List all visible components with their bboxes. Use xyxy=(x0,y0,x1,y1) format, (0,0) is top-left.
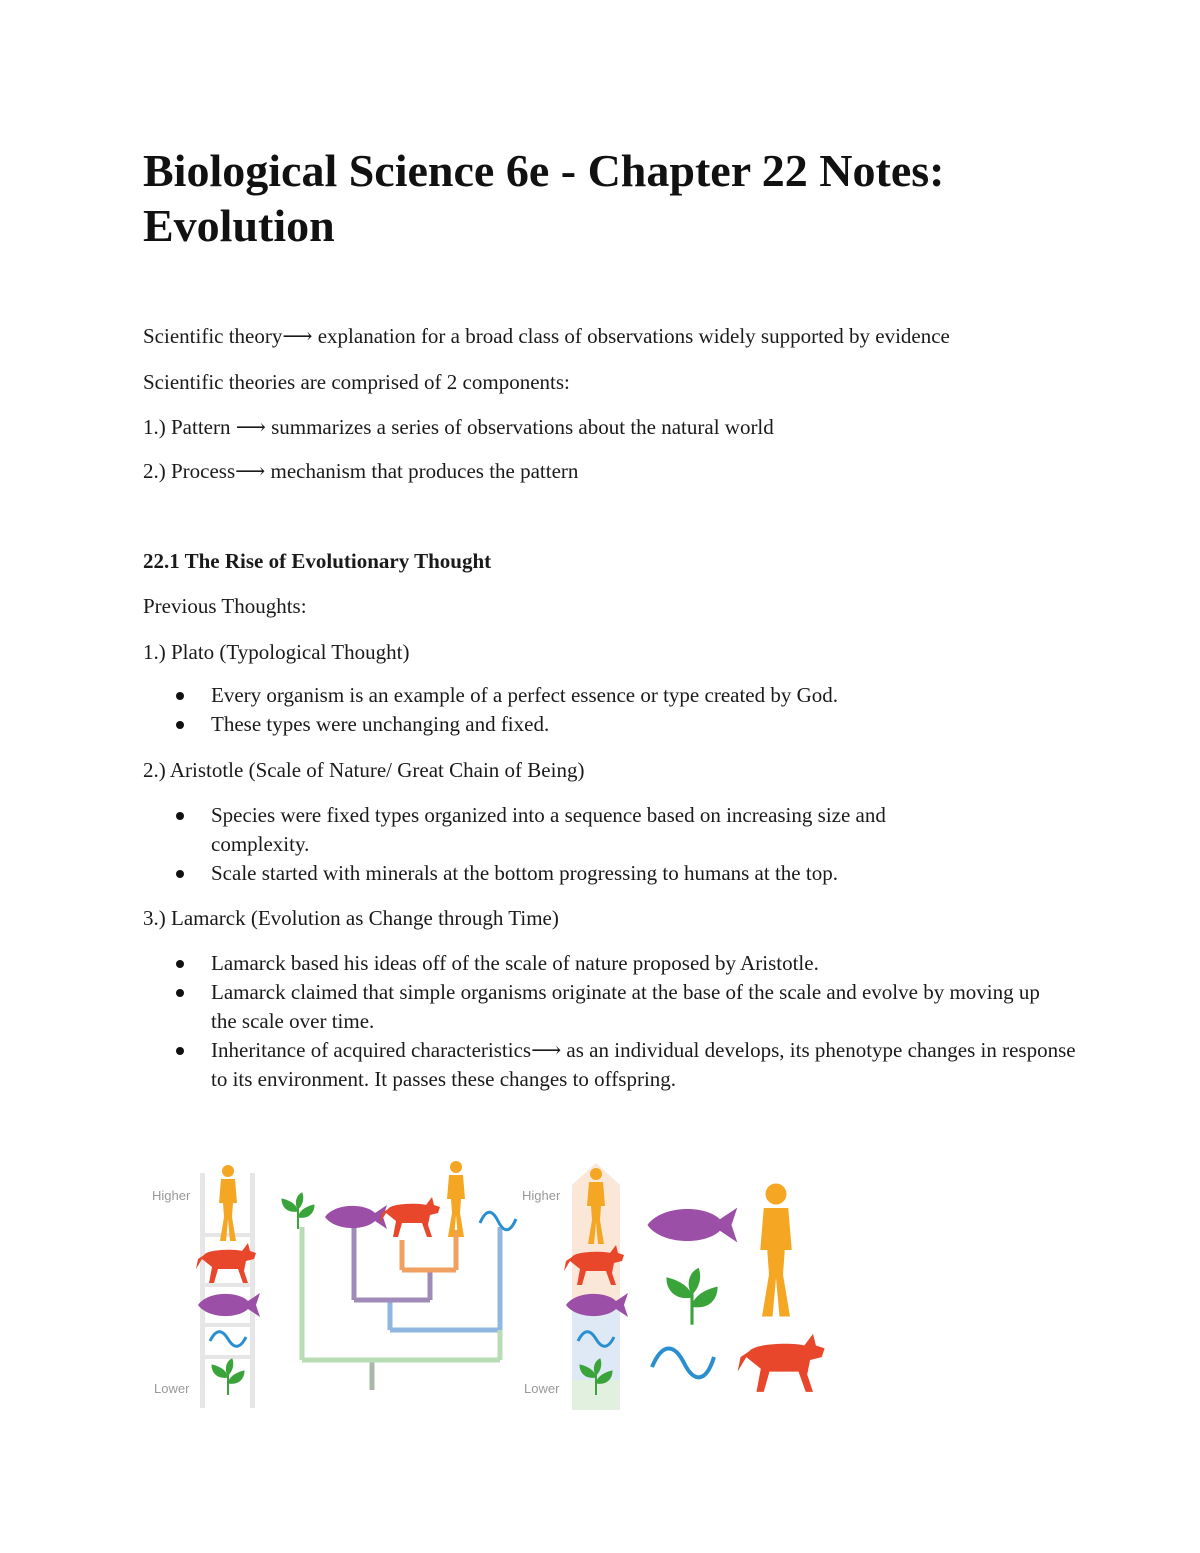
scattered-organisms xyxy=(647,1184,824,1392)
scale-of-nature-ladder xyxy=(152,1165,260,1408)
worm-icon xyxy=(652,1348,714,1377)
section-heading: 22.1 The Rise of Evolutionary Thought xyxy=(143,549,492,573)
fish-icon xyxy=(325,1205,387,1229)
list-item: Scale started with minerals at the bottom progressing to humans at the top. xyxy=(165,859,1065,888)
bullet-icon xyxy=(176,870,184,878)
lamarck-title: 3.) Lamarck (Evolution as Change through Time) xyxy=(143,906,559,930)
plato-bullets xyxy=(165,681,1065,739)
bullet-icon xyxy=(176,721,184,729)
evolution-tree xyxy=(282,1161,516,1390)
lamarck-bullets xyxy=(165,949,1076,1094)
lamarck-arrow-scale xyxy=(522,1163,628,1410)
theory-components: Scientific theories are comprised of 2 components: xyxy=(143,370,570,394)
plant-icon xyxy=(667,1269,717,1325)
arrow-lower-label: Lower xyxy=(524,1381,560,1396)
fish-icon xyxy=(647,1208,737,1243)
evolution-figure xyxy=(140,1155,840,1415)
bullet-icon xyxy=(176,989,184,997)
list-item: Lamarck based his ideas off of the scale of nature proposed by Aristotle. xyxy=(165,949,1065,978)
dog-icon xyxy=(738,1334,825,1392)
human-icon xyxy=(219,1165,237,1241)
bullet-icon xyxy=(176,1047,184,1055)
list-item: Every organism is an example of a perfect essence or type created by God. xyxy=(165,681,1065,710)
bullet-icon xyxy=(176,692,184,700)
list-item: Inheritance of acquired characteristics⟶ as an individual develops, its phenotype changes in response to its environment. It passes these changes to offspring. xyxy=(165,1036,1091,1094)
aristotle-title: 2.) Aristotle (Scale of Nature/ Great Chain of Being) xyxy=(143,758,585,782)
bullet-icon xyxy=(176,960,184,968)
list-item: These types were unchanging and fixed. xyxy=(165,710,1065,739)
human-icon xyxy=(760,1184,792,1317)
ladder-higher-label: Higher xyxy=(152,1188,191,1203)
list-item: Species were fixed types organized into a sequence based on increasing size and complexity. xyxy=(165,801,971,859)
plant-icon xyxy=(282,1193,314,1229)
definition-scientific-theory: Scientific theory⟶ explanation for a broad class of observations widely supported by evidence xyxy=(143,324,950,348)
previous-thoughts-label: Previous Thoughts: xyxy=(143,594,307,618)
human-icon xyxy=(447,1161,465,1237)
worm-icon xyxy=(210,1332,246,1347)
dog-icon xyxy=(380,1197,440,1237)
plant-icon xyxy=(212,1359,244,1395)
ladder-lower-label: Lower xyxy=(154,1381,190,1396)
component-process: 2.) Process⟶ mechanism that produces the pattern xyxy=(143,459,579,483)
list-item: Lamarck claimed that simple organisms originate at the base of the scale and evolve by moving up the scale over time. xyxy=(165,978,1051,1036)
arrow-higher-label: Higher xyxy=(522,1188,561,1203)
plato-title: 1.) Plato (Typological Thought) xyxy=(143,640,410,664)
component-pattern: 1.) Pattern ⟶ summarizes a series of observations about the natural world xyxy=(143,415,774,439)
aristotle-bullets xyxy=(165,801,1065,888)
bullet-icon xyxy=(176,812,184,820)
page-title: Biological Science 6e - Chapter 22 Notes: Evolution xyxy=(143,145,945,251)
